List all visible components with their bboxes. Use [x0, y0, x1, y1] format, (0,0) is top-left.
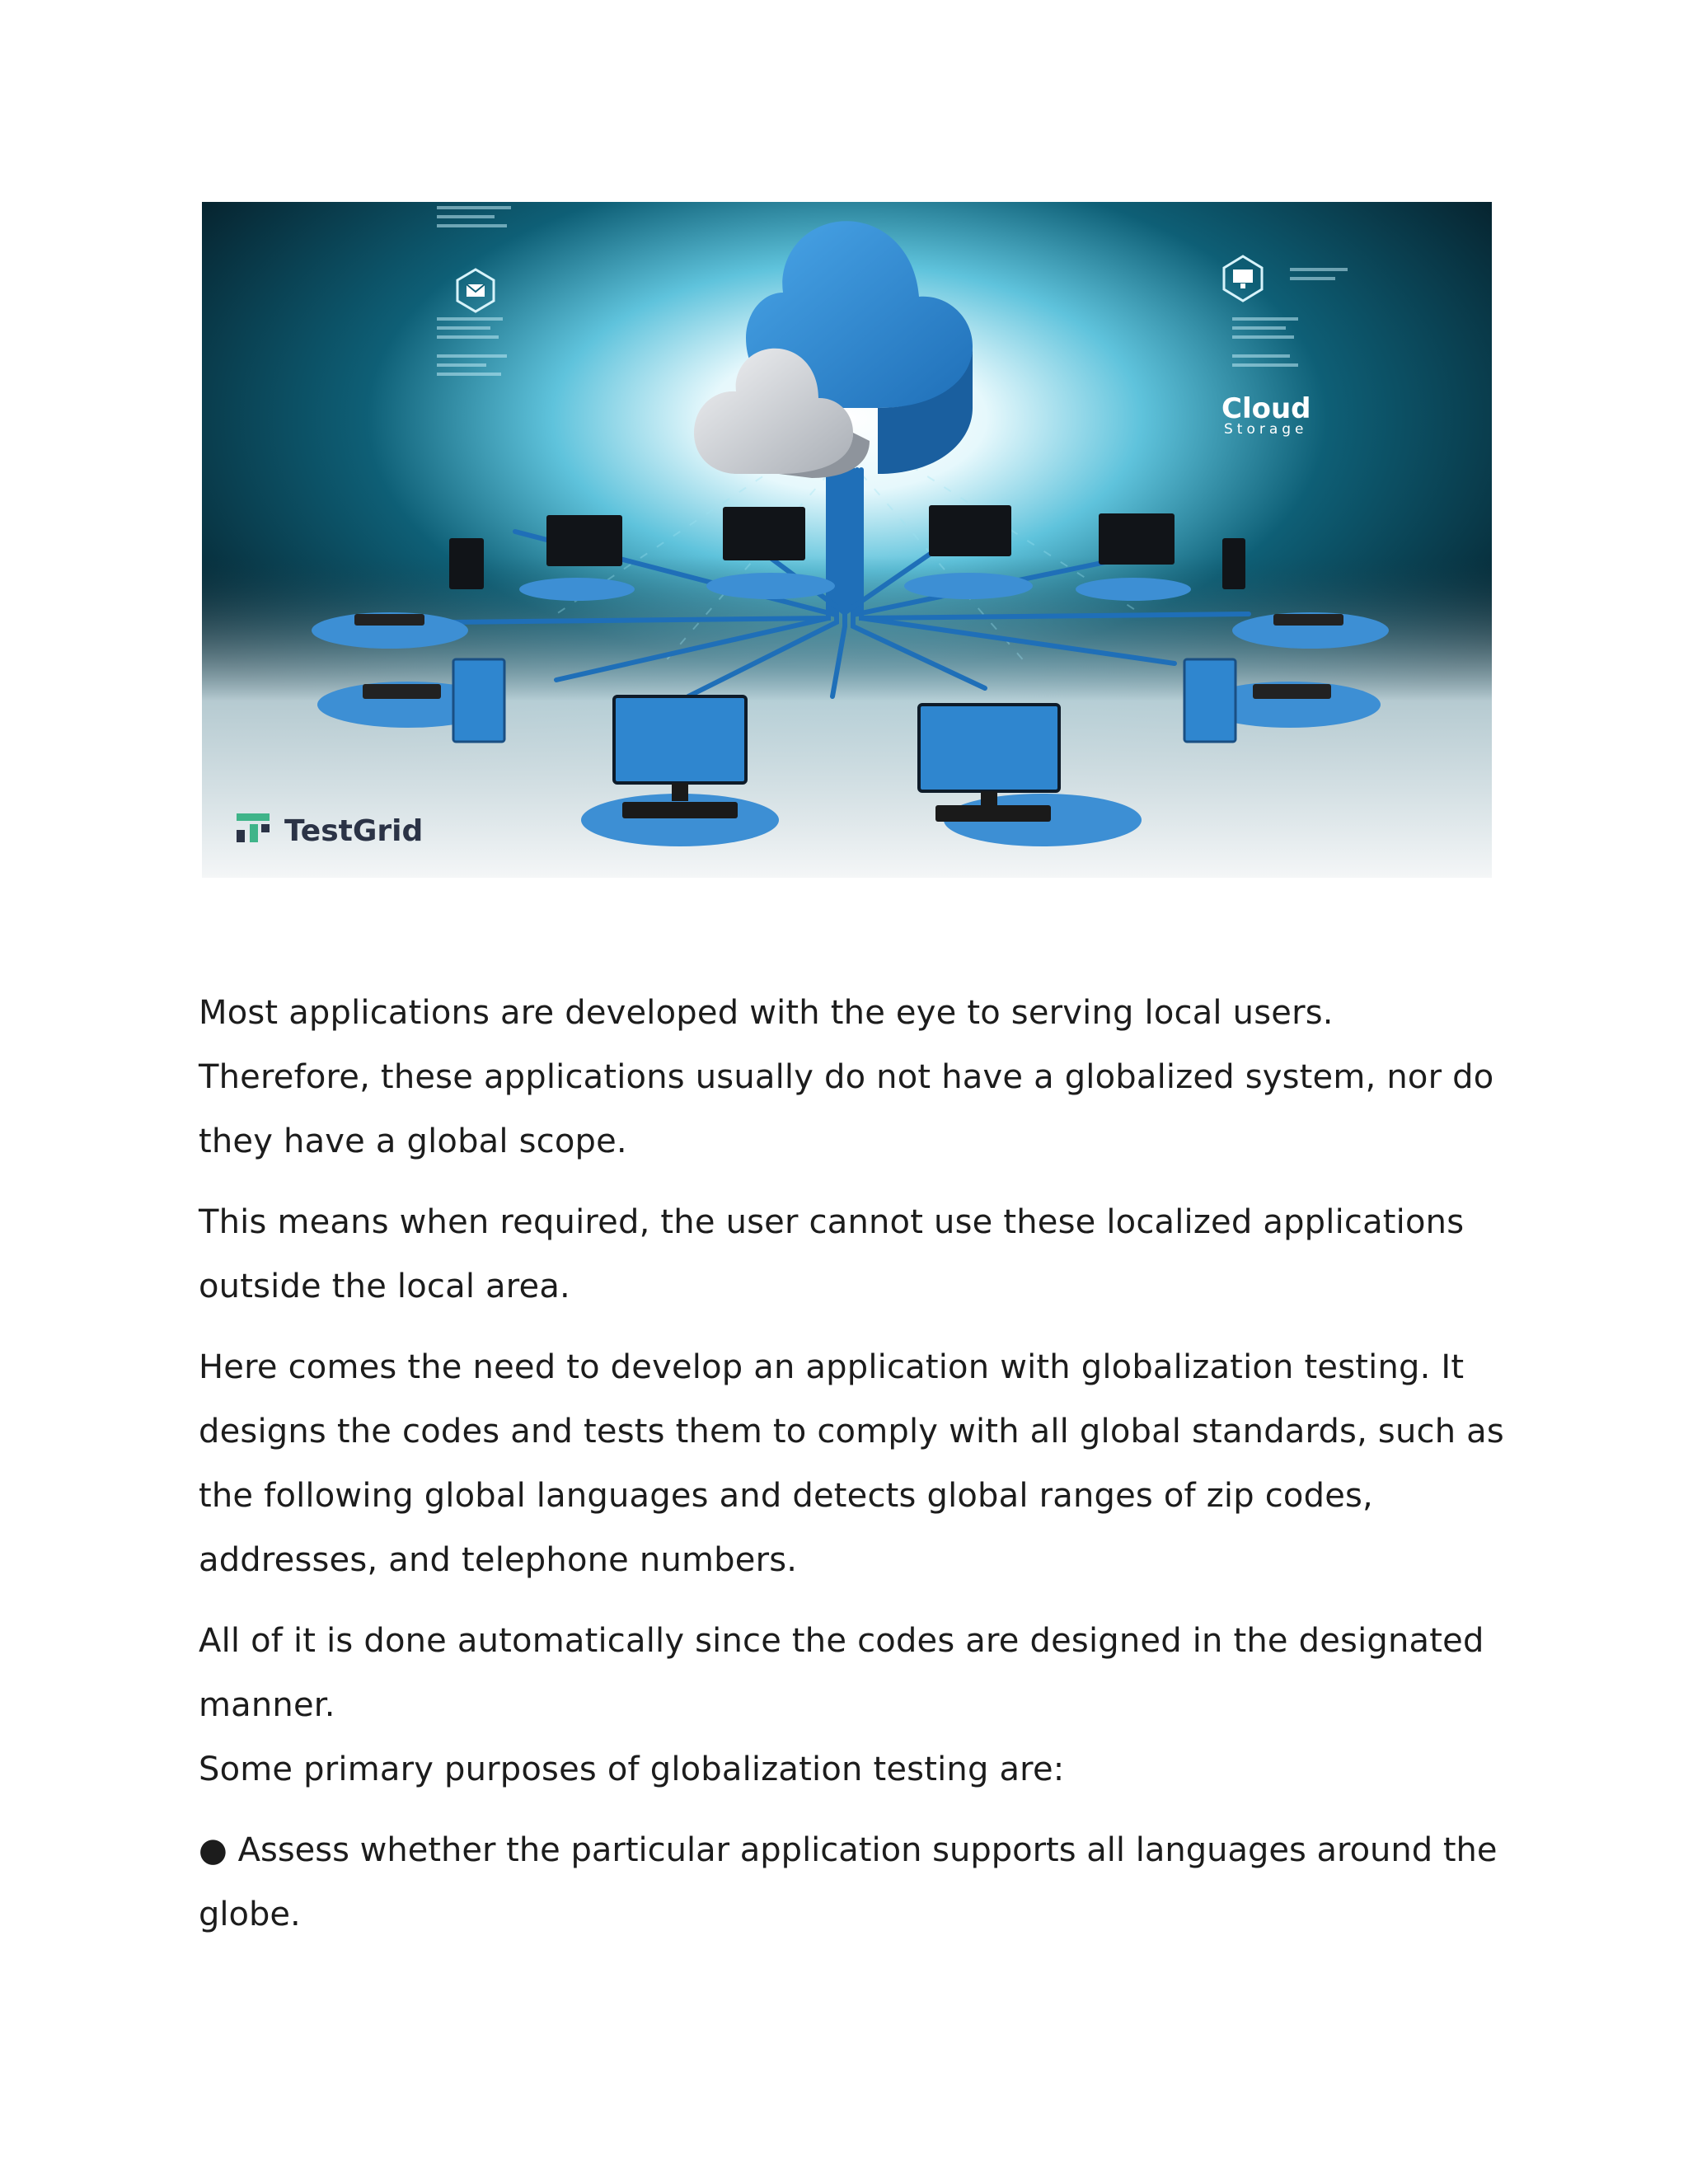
- cloud-network-illustration: [202, 202, 1492, 878]
- hero-headline: Cloud: [1221, 392, 1311, 425]
- bullet-item: ● Assess whether the particular application supports all languages around the globe.: [199, 1831, 1498, 1933]
- brand-name: TestGrid: [284, 814, 424, 848]
- hero-image: [202, 202, 1492, 878]
- hero-subline: Storage: [1224, 421, 1308, 438]
- paragraph: Most applications are developed with the eye to serving local users. Therefore, these applications usually do not have a globalized system, nor do they have a global scope.: [199, 994, 1494, 1160]
- article-body: [199, 981, 1509, 1947]
- paragraph: Here comes the need to develop an application with globalization testing. It designs the codes and tests them to comply with all global standards, such as the following global languages and detects global ranges of zip codes, addresses, and telephone numbers.: [199, 1348, 1504, 1579]
- paragraph: All of it is done automatically since the codes are designed in the designated manner.: [199, 1622, 1484, 1724]
- paragraph: Some primary purposes of globalization testing are:: [199, 1750, 1065, 1788]
- paragraph: This means when required, the user cannot use these localized applications outside the local area.: [199, 1203, 1465, 1305]
